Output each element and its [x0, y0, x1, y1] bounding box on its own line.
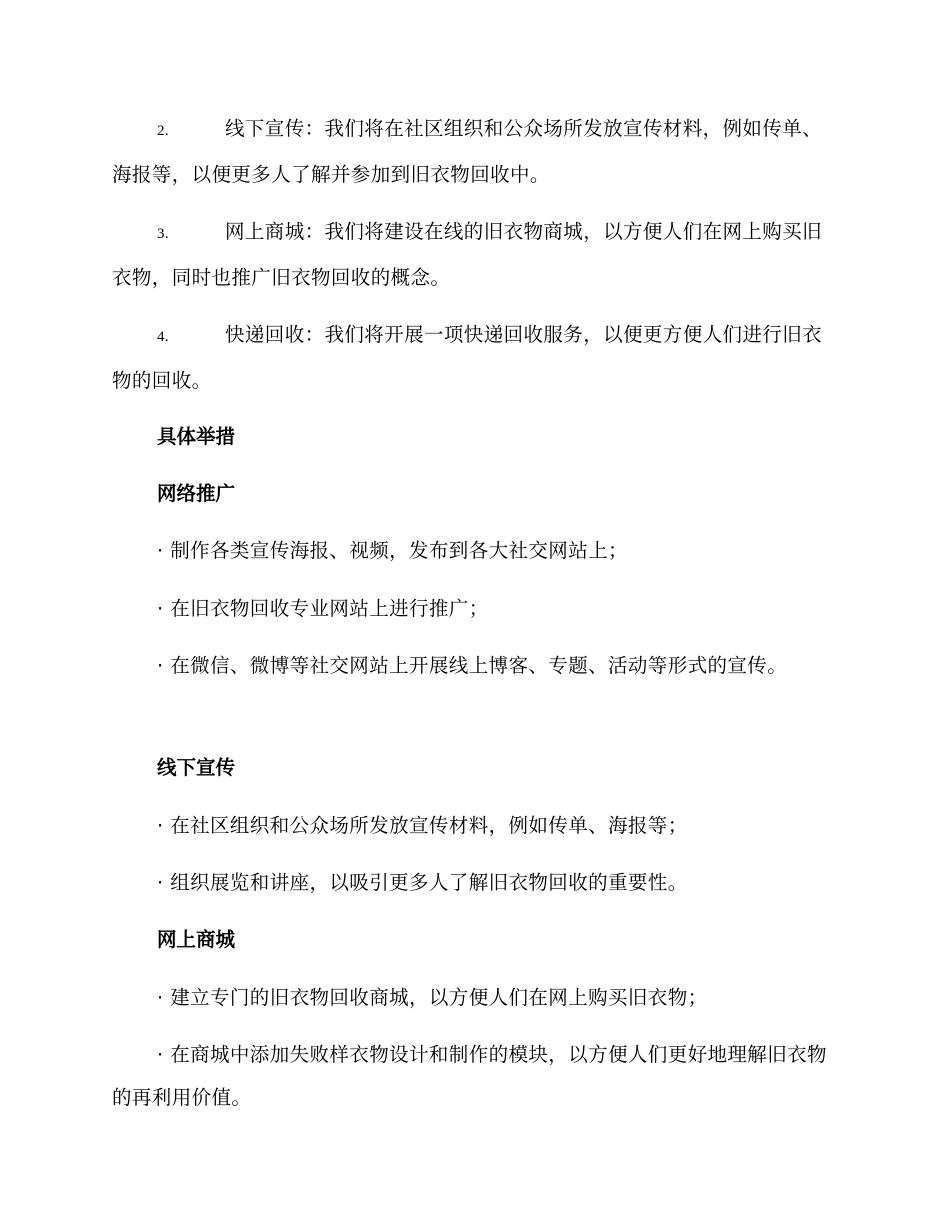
bullet-item: · 制作各类宣传海报、视频，发布到各大社交网站上；	[157, 539, 628, 562]
item-text: 线下宣传：我们将在社区组织和公众场所发放宣传材料，例如传单、海报等，以便更多人了解并参加到旧衣物回收中。	[112, 117, 823, 186]
bullet-item: · 在旧衣物回收专业网站上进行推广；	[157, 597, 489, 620]
numbered-item-4	[112, 313, 834, 402]
heading-online-promotion: 网络推广	[157, 482, 236, 505]
item-number: 2.	[157, 123, 170, 139]
section-title: 具体举措	[157, 425, 236, 448]
bullet-item: · 在微信、微博等社交网站上开展线上博客、专题、活动等形式的宣传。	[157, 654, 788, 677]
bullet-item: · 组织展览和讲座，以吸引更多人了解旧衣物回收的重要性。	[157, 871, 688, 894]
numbered-item-2	[112, 107, 834, 196]
item-number: 4.	[157, 329, 170, 345]
numbered-item-3	[112, 210, 834, 299]
item-text: 快递回收：我们将开展一项快递回收服务，以便更方便人们进行旧衣物的回收。	[112, 323, 823, 392]
item-number: 3.	[157, 226, 170, 242]
bullet-item: · 建立专门的旧衣物回收商城，以方便人们在网上购买旧衣物；	[157, 986, 708, 1009]
bullet-item: · 在商城中添加失败样衣物设计和制作的模块，以方便人们更好地理解旧衣物的再利用价值。	[112, 1043, 827, 1109]
bullet-item: · 在社区组织和公众场所发放宣传材料，例如传单、海报等；	[157, 814, 688, 837]
heading-online-mall: 网上商城	[157, 928, 236, 951]
heading-offline-promotion: 线下宣传	[157, 756, 236, 779]
item-text: 网上商城：我们将建设在线的旧衣物商城，以方便人们在网上购买旧衣物，同时也推广旧衣物回收的概念。	[112, 220, 823, 289]
